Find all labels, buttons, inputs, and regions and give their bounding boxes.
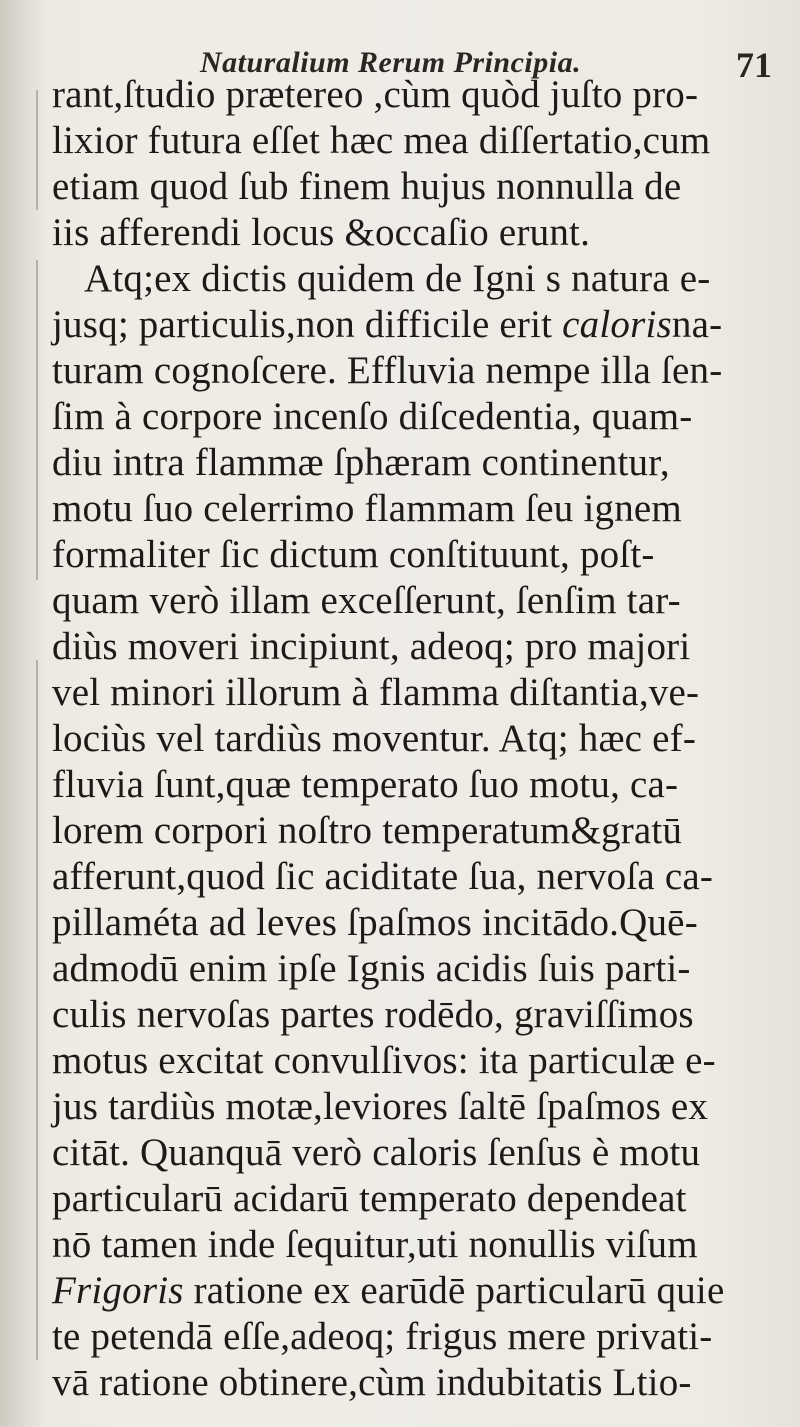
italic-word: caloris	[562, 303, 672, 346]
text-line: lorem corpori noſtro temperatum&gratū	[52, 809, 683, 852]
italic-word: Frigoris	[52, 1269, 184, 1312]
text-line: jus tardiùs motæ,leviores ſaltē ſpaſmos ex	[52, 1085, 709, 1128]
binding-shadow	[36, 90, 38, 210]
text-line: vā ratione obtinere,cùm indubitatis Ltio-	[52, 1361, 692, 1404]
binding-shadow	[36, 260, 38, 580]
text-line	[52, 1268, 792, 1314]
text-line: rant,ſtudio prætereo ,cùm quòd juſto pro-	[52, 73, 699, 116]
text-line	[52, 302, 792, 348]
text-segment: ratione ex earūdē particularū quie	[193, 1269, 725, 1312]
text-segment: jusq; particulis,non difficile erit	[52, 303, 553, 346]
running-title: Naturalium Rerum Principia.	[200, 46, 582, 79]
page-number: 71	[736, 45, 772, 85]
text-line: lixior futura eſſet hæc mea diſſertatio,cum	[52, 119, 711, 162]
text-line: afferunt,quod ſic aciditate ſua, nervoſa ca-	[52, 855, 714, 898]
text-line: culis nervoſas partes rodēdo, graviſſimos	[52, 993, 694, 1036]
text-line: citāt. Quanquā verò caloris ſenſus è motu	[52, 1131, 701, 1174]
text-line: Atq;ex dictis quidem de Igni s natura e-	[84, 257, 711, 300]
text-line: fluvia ſunt,quæ temperato ſuo motu, ca-	[52, 763, 679, 806]
text-line: etiam quod ſub finem hujus nonnulla de	[52, 165, 682, 208]
text-line: diùs moveri incipiunt, adeoq; pro majori	[52, 625, 691, 668]
page-gutter	[0, 0, 46, 1427]
text-segment: na-	[671, 303, 723, 346]
text-line: vel minori illorum à flamma diſtantia,ve-	[52, 671, 700, 714]
text-line: ſim à corpore incenſo diſcedentia, quam-	[52, 395, 693, 438]
text-line: formaliter ſic dictum conſtituunt, poſt-	[52, 533, 655, 576]
text-line: te petendā eſſe,adeoq; frigus mere privati-	[52, 1315, 713, 1358]
text-line: quam verò illam exceſſerunt, ſenſim tar-	[52, 579, 681, 622]
text-line: iis afferendi locus &occaſio erunt.	[52, 211, 591, 254]
text-line: diu intra flammæ ſphæram continentur,	[52, 441, 670, 484]
text-line: pillaméta ad leves ſpaſmos incitādo.Quē-	[52, 901, 698, 944]
text-line: motus excitat convulſivos: ita particulæ e-	[52, 1039, 716, 1082]
text-line: particularū acidarū temperato dependeat	[52, 1177, 687, 1220]
text-line: motu ſuo celerrimo flammam ſeu ignem	[52, 487, 682, 530]
text-line: nō tamen inde ſequitur,uti nonullis viſum	[52, 1223, 698, 1266]
binding-shadow	[36, 660, 38, 1360]
text-line: lociùs vel tardiùs moventur. Atq; hæc ef-	[52, 717, 697, 760]
text-line: turam cognoſcere. Effluvia nempe illa ſen-	[52, 349, 723, 392]
body-text	[52, 72, 792, 1406]
text-line: admodū enim ipſe Ignis acidis ſuis parti-	[52, 947, 691, 990]
